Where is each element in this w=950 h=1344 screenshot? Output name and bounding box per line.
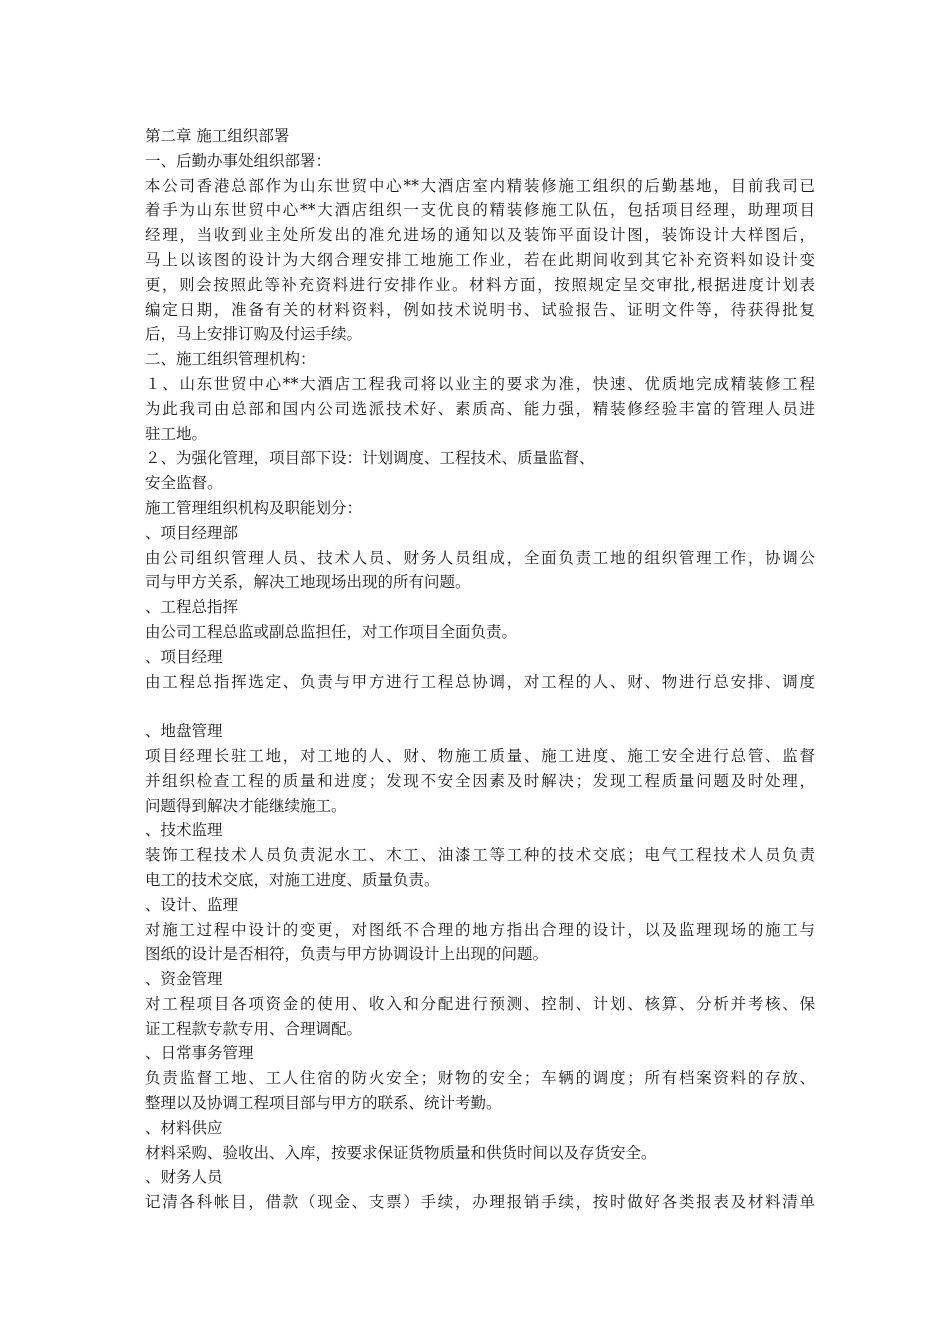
- paragraph-line: 图纸的设计是否相符，负责与甲方协调设计上出现的问题。: [145, 945, 549, 964]
- paragraph-line: 本公司香港总部作为山东世贸中心**大酒店室内精装修施工组织的后勤基地，目前我司已: [145, 176, 815, 195]
- paragraph-line: 整理以及协调工程项目部与甲方的联系、统计考勤。: [145, 1094, 502, 1113]
- item-heading: 、项目经理部: [145, 523, 239, 542]
- paragraph-line: 由公司工程总监或副总监担任，对工作项目全面负责。: [145, 622, 518, 641]
- paragraph-line: 并组织检查工程的质量和进度；发现不安全因素及时解决；发现工程质量问题及时处理，: [145, 771, 815, 790]
- paragraph-line: 证工程款专款专用、合理调配。: [145, 1019, 363, 1038]
- item-heading: 、日常事务管理: [145, 1044, 254, 1063]
- paragraph-line: 材料采购、验收出、入库，按要求保证货物质量和供货时间以及存货安全。: [145, 1143, 657, 1162]
- subsection-heading: 施工管理组织机构及职能划分：: [145, 498, 363, 517]
- paragraph-line: 经理，当收到业主处所发出的准允进场的通知以及装饰平面设计图，装饰设计大样图后，: [145, 226, 815, 245]
- item-heading: 、技术监理: [145, 821, 223, 840]
- paragraph-line: 安全监督。: [145, 474, 223, 493]
- paragraph-line: 对施工过程中设计的变更，对图纸不合理的地方指出合理的设计，以及监理现场的施工与: [145, 920, 815, 939]
- paragraph-line: 编定日期，准备有关的材料资料，例如技术说明书、试验报告、证明文件等，待获得批复: [145, 300, 815, 319]
- paragraph-line: ２、为强化管理，项目部下设：计划调度、工程技术、质量监督、: [145, 449, 595, 468]
- chapter-title: 第二章 施工组织部署: [145, 127, 290, 145]
- paragraph-line: 负责监督工地、工人住宿的防火安全；财物的安全；车辆的调度；所有档案资料的存放、: [145, 1069, 815, 1088]
- paragraph-line: 电工的技术交底，对施工进度、质量负责。: [145, 870, 440, 889]
- item-heading: 、财务人员: [145, 1168, 223, 1187]
- paragraph-line: １、山东世贸中心**大酒店工程我司将以业主的要求为准，快速、优质地完成精装修工程: [145, 374, 815, 393]
- paragraph-line: 由工程总指挥选定、负责与甲方进行工程总协调，对工程的人、财、物进行总安排、调度: [145, 672, 815, 691]
- paragraph-line: 由公司组织管理人员、技术人员、财务人员组成，全面负责工地的组织管理工作，协调公: [145, 548, 815, 567]
- paragraph-line: 司与甲方关系，解决工地现场出现的所有问题。: [145, 573, 471, 592]
- section-heading: 一、后勤办事处组织部署：: [145, 151, 332, 170]
- paragraph-line: 驻工地。: [145, 424, 208, 443]
- paragraph-line: 对工程项目各项资金的使用、收入和分配进行预测、控制、计划、核算、分析并考核、保: [145, 994, 815, 1013]
- paragraph-line: 更，则会按照此等补充资料进行安排作业。材料方面，按照规定呈交审批,根据进度计划表: [145, 275, 815, 294]
- paragraph-line: 后，马上安排订购及付运手续。: [145, 325, 363, 344]
- paragraph-line: 问题得到解决才能继续施工。: [145, 796, 347, 815]
- item-heading: 、地盘管理: [145, 722, 223, 741]
- item-heading: 、材料供应: [145, 1118, 223, 1137]
- paragraph-line: 着手为山东世贸中心**大酒店组织一支优良的精装修施工队伍，包括项目经理，助理项目: [145, 201, 815, 220]
- paragraph-line: 为此我司由总部和国内公司选派技术好、素质高、能力强，精装修经验丰富的管理人员进: [145, 399, 815, 418]
- paragraph-line: 马上以该图的设计为大纲合理安排工地施工作业，若在此期间收到其它补充资料如设计变: [145, 250, 815, 269]
- blank-line: [145, 694, 815, 719]
- paragraph-line: 项目经理长驻工地，对工地的人、财、物施工质量、施工进度、施工安全进行总管、监督: [145, 746, 815, 765]
- document-page: [145, 124, 815, 1215]
- section-heading: 二、施工组织管理机构：: [145, 350, 316, 369]
- item-heading: 、工程总指挥: [145, 598, 239, 617]
- item-heading: 、项目经理: [145, 647, 223, 666]
- paragraph-line: 记清各科帐目，借款（现金、支票）手续，办理报销手续，按时做好各类报表及材料清单: [145, 1193, 815, 1212]
- item-heading: 、资金管理: [145, 970, 223, 989]
- item-heading: 、设计、监理: [145, 895, 239, 914]
- paragraph-line: 装饰工程技术人员负责泥水工、木工、油漆工等工种的技术交底；电气工程技术人员负责: [145, 846, 815, 865]
